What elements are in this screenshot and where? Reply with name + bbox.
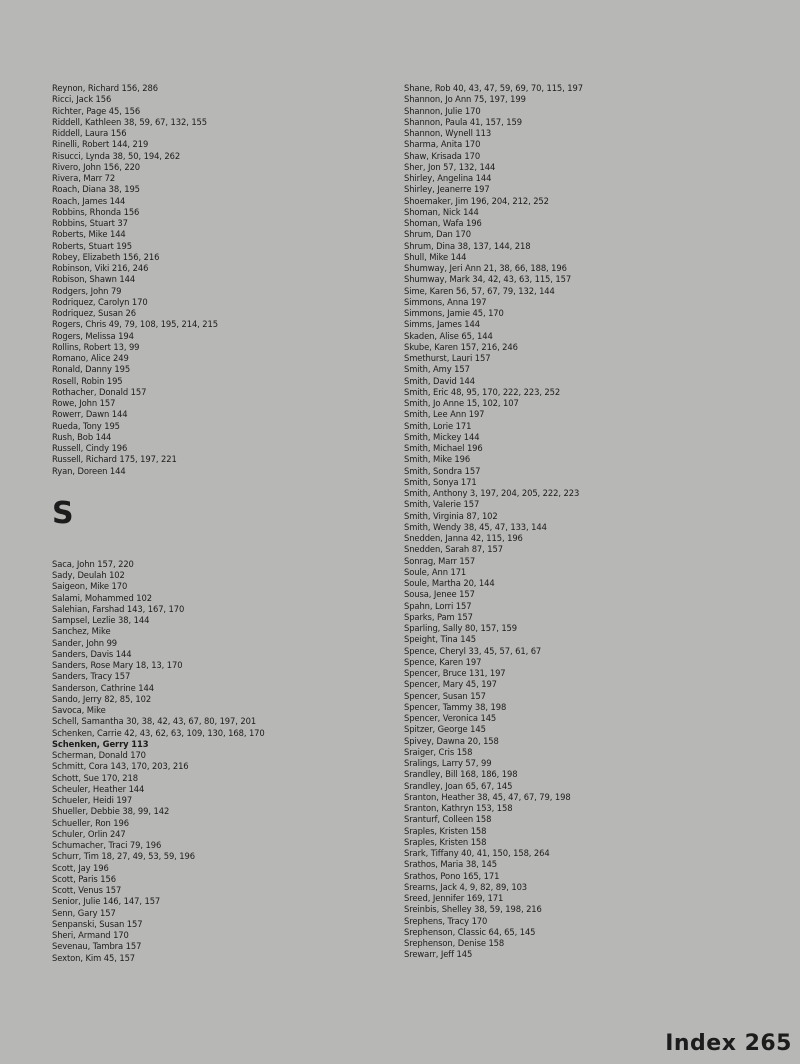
index-entry: Shueller, Debbie 38, 99, 142 [52,806,170,817]
index-entry: Sparks, Pam 157 [404,611,473,622]
index-entry: Shull, Mike 144 [404,251,467,262]
index-entry: Senior, Julie 146, 147, 157 [52,896,161,907]
index-entry: Smith, David 144 [404,375,475,386]
index-entry: Scott, Jay 196 [52,862,109,873]
index-entry: Sharma, Anita 170 [404,139,481,150]
index-entry: Sevenau, Tambra 157 [52,941,142,952]
index-entry: Simms, James 144 [404,319,480,330]
index-entry: Srephenson, Denise 158 [404,938,505,948]
index-entry: Schuler, Orlin 247 [52,828,126,839]
index-entry: Shannon, Wynell 113 [404,128,492,138]
index-entry: Smith, Amy 157 [404,364,470,375]
index-entry: Sady, Deulah 102 [52,570,125,580]
index-entry: Spencer, Mary 45, 197 [404,679,497,690]
index-entry: Rodriquez, Carolyn 170 [52,296,148,307]
index-entry: Sampsel, Lezlie 38, 144 [52,615,150,625]
index-entry: Simmons, Jamie 45, 170 [404,308,504,318]
index-entry: Sraples, Kristen 158 [404,836,487,847]
index-entry: Rivera, Marr 72 [52,173,116,183]
page-footer-label: Index 265 [665,1031,792,1056]
index-entry: Sanders, Davis 144 [52,648,132,659]
index-entry: Srathos, Pono 165, 171 [404,870,500,881]
index-entry: Srearns, Jack 4, 9, 82, 89, 103 [404,881,528,892]
index-entry: Robey, Elizabeth 156, 216 [52,251,160,262]
index-entry: Rivero, John 156, 220 [52,161,141,172]
index-entry: Roach, James 144 [52,195,126,206]
index-entry: Sparling, Sally 80, 157, 159 [404,623,518,633]
s-entries-list [52,559,372,964]
index-entry: Schott, Sue 170, 218 [52,772,138,783]
index-entry: Shane, Rob 40, 43, 47, 59, 69, 70, 115, 197 [404,83,583,93]
index-entry: Rowerr, Dawn 144 [52,409,128,420]
index-entry: Robbins, Stuart 37 [52,218,128,228]
index-entry: Simmons, Anna 197 [404,296,487,307]
index-entry: Sander, John 99 [52,637,118,648]
index-entry: Spence, Karen 197 [404,656,482,667]
index-entry: Senpanski, Susan 157 [52,918,143,929]
index-entry: Sranton, Heather 38, 45, 47, 67, 79, 198 [404,791,571,802]
index-entry: Smith, Anthony 3, 197, 204, 205, 222, 223 [404,488,580,498]
index-entry: Schumacher, Traci 79, 196 [52,840,162,850]
index-entry: Sreinbis, Shelley 38, 59, 198, 216 [404,904,542,915]
index-entry: Smith, Lee Ann 197 [404,409,485,420]
index-entry: Soule, Martha 20, 144 [404,578,495,588]
index-entry: Smith, Lorie 171 [404,420,472,431]
r-entries-list [52,83,372,477]
index-entry: Schenken, Carrie 42, 43, 62, 63, 109, 130, 168, 170 [52,727,265,738]
index-entry: Saca, John 157, 220 [52,558,134,569]
index-entry: Schueler, Heidi 197 [52,795,133,805]
index-entry: Rowe, John 157 [52,398,116,408]
index-entry: Spahn, Lorri 157 [404,600,472,611]
index-entry: Roberts, Mike 144 [52,229,126,240]
index-entry: Sanchez, Mike [52,626,111,637]
index-entry: Smith, Eric 48, 95, 170, 222, 223, 252 [404,386,561,397]
index-entry: Rollins, Robert 13, 99 [52,341,140,352]
index-entry: Speight, Tina 145 [404,634,476,645]
index-entry: Shaw, Krisada 170 [404,150,481,161]
index-entry: Schurr, Tim 18, 27, 49, 53, 59, 196 [52,851,195,862]
index-entry: Sanders, Tracy 157 [52,671,131,682]
index-entry: Sanders, Rose Mary 18, 13, 170 [52,660,183,670]
index-entry: Reynon, Richard 156, 286 [52,83,158,93]
index-entry: Rogers, Melissa 194 [52,330,134,341]
index-entry: Rush, Bob 144 [52,431,112,442]
right-entries-list [404,83,784,961]
index-entry: Schmitt, Cora 143, 170, 203, 216 [52,761,189,772]
index-entry: Snedden, Sarah 87, 157 [404,544,503,555]
index-entry: Sher, Jon 57, 132, 144 [404,161,496,172]
index-entry: Scherman, Donald 170 [52,750,146,760]
index-entry: Rothacher, Donald 157 [52,386,147,397]
index-entry: Salehian, Farshad 143, 167, 170 [52,603,185,614]
index-entry: Shoman, Wafa 196 [404,218,482,228]
right-column [404,83,784,961]
index-entry: Scott, Venus 157 [52,885,122,895]
index-entry: Smith, Mickey 144 [404,431,480,442]
index-entry: Skaden, Alise 65, 144 [404,330,493,341]
index-entry: Rogers, Chris 49, 79, 108, 195, 214, 215 [52,319,218,330]
index-entry: Ronald, Danny 195 [52,364,131,375]
index-entry: Scheuler, Heather 144 [52,783,145,794]
index-entry: Romano, Alice 249 [52,353,129,363]
index-entry: Richter, Page 45, 156 [52,105,141,116]
index-entry: Spencer, Susan 157 [404,690,486,701]
index-entry: Sonrag, Marr 157 [404,555,476,566]
index-entry: Spence, Cheryl 33, 45, 57, 61, 67 [404,645,542,656]
index-entry: Scott, Paris 156 [52,873,116,884]
index-entry: Sexton, Kim 45, 157 [52,952,136,963]
index-entry: Shoman, Nick 144 [404,206,479,217]
index-entry: Spitzer, George 145 [404,724,486,735]
index-entry: Shannon, Julie 170 [404,105,481,116]
index-entry: Robbins, Rhonda 156 [52,206,140,217]
index-entry: Soule, Ann 171 [404,566,467,577]
index-entry: Snedden, Janna 42, 115, 196 [404,533,523,543]
index-entry: Spencer, Tammy 38, 198 [404,701,507,712]
index-entry: Skube, Karen 157, 216, 246 [404,341,518,352]
index-entry: Riddell, Laura 156 [52,128,127,138]
index-entry: Saigeon, Mike 170 [52,581,128,592]
index-entry: Sreed, Jennifer 169, 171 [404,893,504,903]
index-entry: Russell, Cindy 196 [52,443,128,453]
index-entry: Shoemaker, Jim 196, 204, 212, 252 [404,195,549,206]
index-entry: Shumway, Mark 34, 42, 43, 63, 115, 157 [404,274,572,285]
index-entry: Spencer, Bruce 131, 197 [404,668,506,678]
index-entry: Sralings, Larry 57, 99 [404,758,492,768]
index-entry: Shannon, Paula 41, 157, 159 [404,116,522,127]
index-entry: Risucci, Lynda 38, 50, 194, 262 [52,150,181,161]
index-entry: Rosell, Robin 195 [52,375,123,386]
index-entry: Shrum, Dan 170 [404,229,471,240]
index-entry: Smith, Valerie 157 [404,499,480,510]
index-entry: Srewarr, Jeff 145 [404,949,473,960]
index-entry: Spivey, Dawna 20, 158 [404,735,499,746]
index-entry: Shirley, Jeanerre 197 [404,184,490,195]
index-entry: Smith, Mike 196 [404,454,471,465]
index-entry: Schueller, Ron 196 [52,817,129,828]
index-entry: Srathos, Maria 38, 145 [404,859,497,870]
index-entry: Ryan, Doreen 144 [52,465,126,476]
index-entry: Salami, Mohammed 102 [52,592,152,603]
index-entry: Rinelli, Robert 144, 219 [52,139,149,150]
index-entry: Sanderson, Cathrine 144 [52,682,154,693]
index-entry: Sraples, Kristen 158 [404,825,487,836]
index-entry: Sranton, Kathryn 153, 158 [404,803,513,813]
index-entry: Srephens, Tracy 170 [404,915,488,926]
index-entry: Roach, Diana 38, 195 [52,184,140,195]
index-entry: Sando, Jerry 82, 85, 102 [52,693,152,704]
index-entry: Smith, Wendy 38, 45, 47, 133, 144 [404,521,547,532]
index-entry: Riddell, Kathleen 38, 59, 67, 132, 155 [52,116,208,127]
index-entry: Srephenson, Classic 64, 65, 145 [404,926,536,937]
index-entry: Shirley, Angelina 144 [404,173,492,183]
index-entry: Schell, Samantha 30, 38, 42, 43, 67, 80, 197, 201 [52,716,257,727]
index-entry: Smith, Virginia 87, 102 [404,510,498,521]
index-entry: Shannon, Jo Ann 75, 197, 199 [404,94,526,105]
index-entry: Ricci, Jack 156 [52,94,112,105]
index-entry: Rueda, Tony 195 [52,420,120,431]
index-entry: Shrum, Dina 38, 137, 144, 218 [404,240,531,251]
index-entry: Rodgers, John 79 [52,285,122,296]
index-entry: Roberts, Stuart 195 [52,240,132,251]
index-entry: Sime, Karen 56, 57, 67, 79, 132, 144 [404,285,555,296]
index-entry: Robinson, Viki 216, 246 [52,263,149,273]
index-entry: Sraiger, Cris 158 [404,746,473,757]
index-entry: Sranturf, Colleen 158 [404,814,492,825]
index-entry: Schenken, Gerry 113 [52,738,149,749]
index-entry: Russell, Richard 175, 197, 221 [52,454,177,465]
index-entry: Smith, Michael 196 [404,443,483,453]
index-entry: Sheri, Armand 170 [52,930,129,940]
section-letter-s: S [52,495,74,531]
index-entry: Smith, Sondra 157 [404,465,481,476]
left-column [52,83,372,964]
index-entry: Senn, Gary 157 [52,907,116,918]
index-entry: Sousa, Jenee 157 [404,589,475,600]
index-entry: Srark, Tiffany 40, 41, 150, 158, 264 [404,848,550,858]
index-entry: Spencer, Veronica 145 [404,713,497,723]
index-entry: Smethurst, Lauri 157 [404,353,491,363]
index-entry: Robison, Shawn 144 [52,274,136,285]
index-entry: Savoca, Mike [52,705,106,715]
index-entry: Srandley, Bill 168, 186, 198 [404,769,518,780]
index-entry: Srandley, Joan 65, 67, 145 [404,780,513,791]
index-entry: Smith, Jo Anne 15, 102, 107 [404,398,519,408]
index-entry: Smith, Sonya 171 [404,476,477,487]
index-entry: Rodriquez, Susan 26 [52,308,136,318]
index-entry: Shumway, Jeri Ann 21, 38, 66, 188, 196 [404,263,567,273]
